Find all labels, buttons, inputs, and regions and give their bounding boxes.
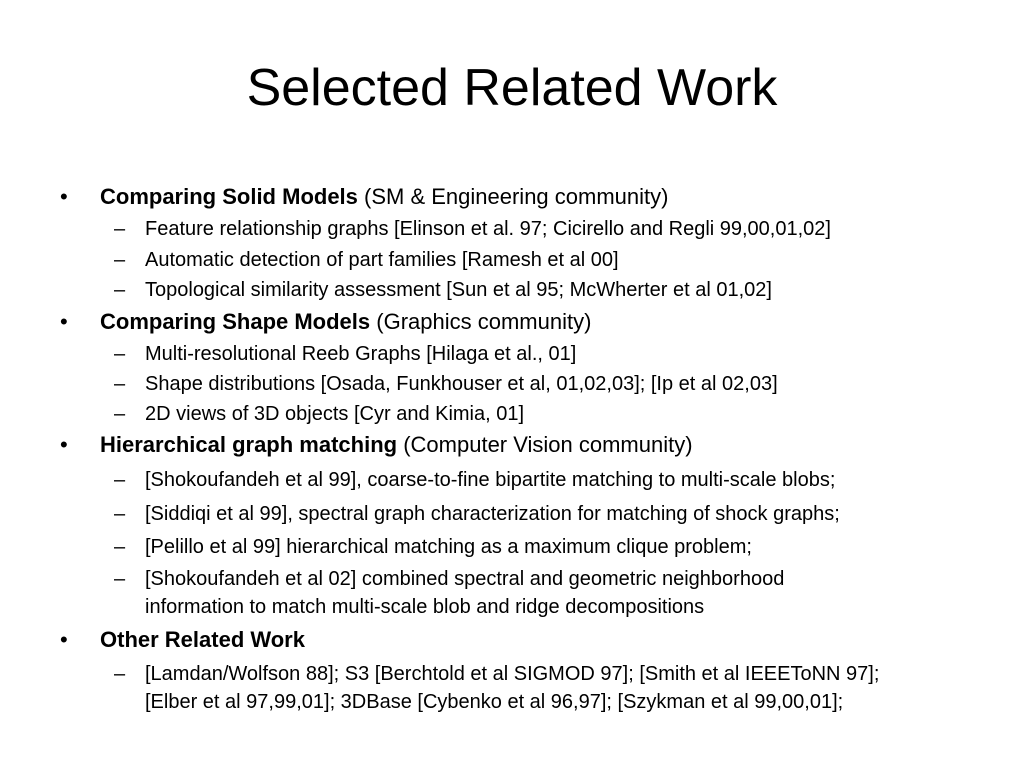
bullet-item <box>60 432 693 458</box>
sub-marker: – <box>114 469 126 491</box>
sub-marker: – <box>114 536 126 558</box>
sub-marker: – <box>114 403 126 425</box>
sub-item-text-line1: [Shokoufandeh et al 02] combined spectral and geometric neighborhood <box>145 568 785 590</box>
sub-item <box>114 660 880 716</box>
bullet-marker: • <box>60 627 68 652</box>
sub-item <box>114 370 778 398</box>
sub-item-text: Shape distributions [Osada, Funkhouser et al, 01,02,03]; [Ip et al 02,03] <box>145 373 778 395</box>
bullet-marker: • <box>60 432 68 457</box>
bullet-heading: Comparing Solid Models <box>100 184 358 209</box>
bullet-item <box>60 184 669 210</box>
sub-item-text: Topological similarity assessment [Sun et al 95; McWherter et al 01,02] <box>145 279 772 301</box>
sub-marker: – <box>114 373 126 395</box>
bullet-heading: Other Related Work <box>100 627 305 652</box>
bullet-heading: Comparing Shape Models <box>100 309 371 334</box>
sub-marker: – <box>114 503 126 525</box>
sub-marker: – <box>114 218 126 240</box>
bullet-item <box>60 309 592 335</box>
sub-item <box>114 340 577 368</box>
bullet-marker: • <box>60 184 68 209</box>
sub-item-text-line2: information to match multi-scale blob and ridge decompositions <box>145 596 705 618</box>
sub-item-text: [Shokoufandeh et al 99], coarse-to-fine bipartite matching to multi-scale blobs; <box>145 469 836 491</box>
sub-item-text: [Pelillo et al 99] hierarchical matching as a maximum clique problem; <box>145 536 752 558</box>
sub-item <box>114 565 785 621</box>
sub-item-text: Multi-resolutional Reeb Graphs [Hilaga et al., 01] <box>145 343 577 365</box>
sub-item-text-line2: [Elber et al 97,99,01]; 3DBase [Cybenko et al 96,97]; [Szykman et al 99,00,01]; <box>145 691 844 713</box>
bullet-note: (SM & Engineering community) <box>357 184 669 209</box>
sub-marker: – <box>114 279 126 301</box>
sub-marker: – <box>114 568 126 590</box>
sub-item <box>114 246 619 274</box>
bullet-marker: • <box>60 309 68 334</box>
sub-item-text: Feature relationship graphs [Elinson et al. 97; Cicirello and Regli 99,00,01,02] <box>145 218 831 240</box>
sub-item <box>114 276 772 304</box>
sub-item-text: 2D views of 3D objects [Cyr and Kimia, 01] <box>145 403 525 425</box>
sub-item-text-line1: [Lamdan/Wolfson 88]; S3 [Berchtold et al SIGMOD 97]; [Smith et al IEEEToNN 97]; <box>145 663 880 685</box>
bullet-item <box>60 627 305 653</box>
sub-item <box>114 215 831 243</box>
sub-item-text: Automatic detection of part families [Ramesh et al 00] <box>145 249 619 271</box>
sub-marker: – <box>114 249 126 271</box>
sub-item <box>114 533 752 561</box>
bullet-note: (Graphics community) <box>370 309 592 334</box>
sub-marker: – <box>114 343 126 365</box>
sub-item <box>114 400 525 428</box>
slide-title: Selected Related Work <box>246 59 778 117</box>
bullet-note: (Computer Vision community) <box>397 432 693 457</box>
sub-marker: – <box>114 663 126 685</box>
sub-item <box>114 466 836 494</box>
bullet-heading: Hierarchical graph matching <box>100 432 398 457</box>
sub-item-text: [Siddiqi et al 99], spectral graph characterization for matching of shock graphs; <box>145 503 840 525</box>
sub-item <box>114 500 840 528</box>
